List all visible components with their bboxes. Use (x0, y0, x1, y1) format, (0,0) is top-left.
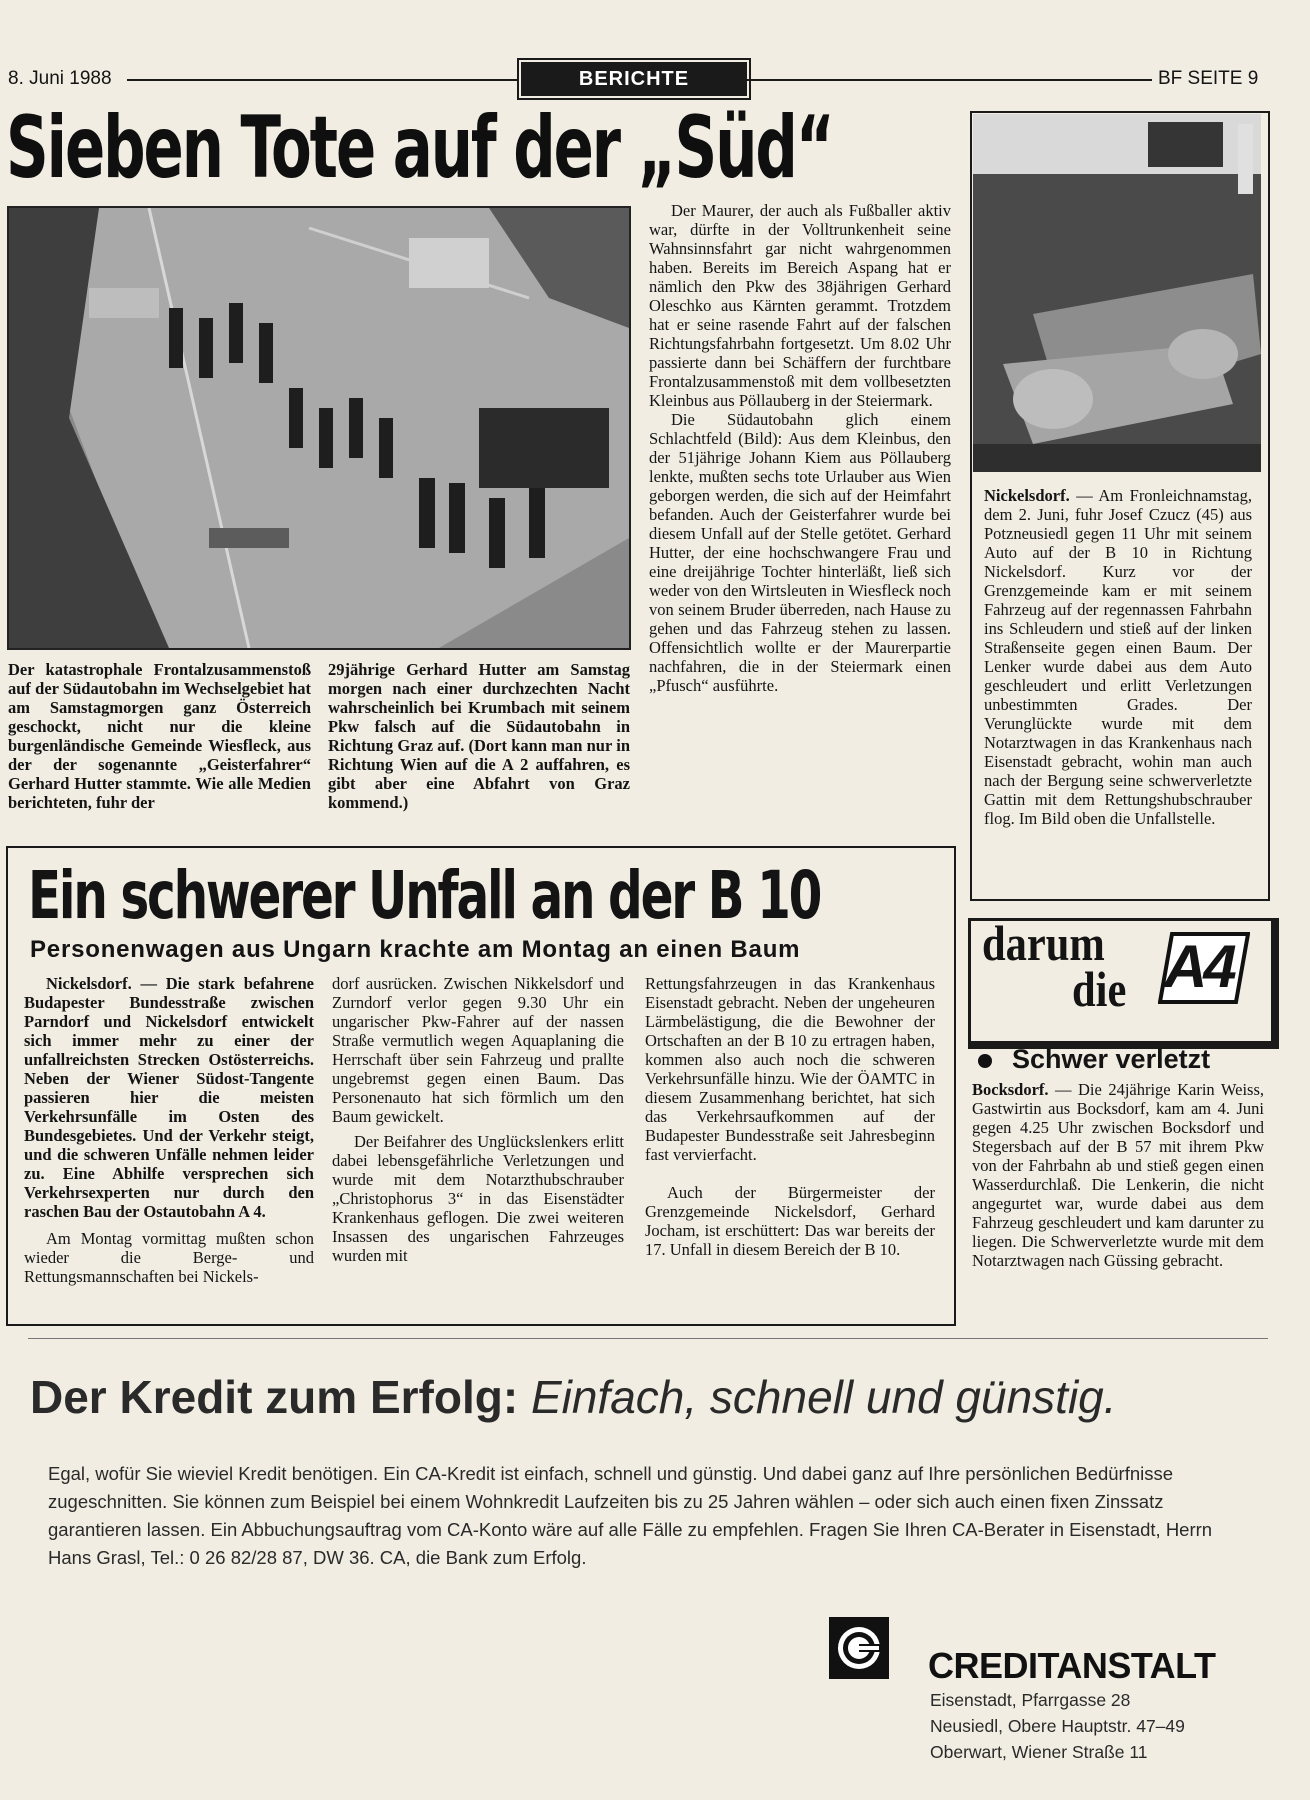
sidebar2-text (972, 1080, 1264, 1270)
article1-body (649, 201, 951, 695)
ad-headline (30, 1370, 1117, 1424)
ca-address-1: Eisenstadt, Pfarrgasse 28 (930, 1690, 1131, 1710)
darum-line2: die (1072, 961, 1127, 1017)
article2-col1-lead (24, 974, 314, 1221)
article2-col2-p1: dorf ausrücken. Zwischen Nikkelsdorf und Zurndorf verlor gegen 9.30 Uhr ein ungarischer Pkw-Fahrer auf der nassen Straße vermutlich wegen Aquaplaning die Herrschaft über sein Fahrzeug und prallte ungebremst gegen einen Baum. Das Personenauto hat sich förmlich um den Baum gewickelt. (332, 974, 624, 1126)
ca-brand: CREDITANSTALT (928, 1645, 1216, 1686)
article1-body-p1: Der Maurer, der auch als Fußballer aktiv war, dürfte in der Volltrunkenheit seine Wahnsinnsfahrt gar nicht wahrgenommen haben. Bereits im Bereich Aspang hat er nämlich den Pkw des 38jährigen Gerhard Oleschko aus Kärnten gerammt. Trotzdem hat er seine rasende Fahrt auf der falschen Richtungsfahrbahn fortgesetzt. Um 8.02 Uhr passierte dann bei Schäffern der furchtbare Frontalzusammenstoß mit dem vollbesetzten Kleinbus aus Pöllauberg in der Steiermark. (649, 201, 951, 410)
sidebar2-headline: Schwer verletzt (1012, 1044, 1211, 1074)
darum-line1: darum (982, 915, 1105, 971)
ca-address-2: Neusiedl, Obere Hauptstr. 47–49 (930, 1716, 1185, 1736)
article2-subhead: Personenwagen aus Ungarn krachte am Montag an einen Baum (30, 936, 801, 963)
ad-headline-italic: Einfach, schnell und günstig. (530, 1371, 1117, 1423)
section-label (521, 62, 747, 96)
article1-lead-col1: Der katastrophale Frontalzusammenstoß auf der Südautobahn im Wechselgebiet hat am Samstagmorgen ganz Österreich geschockt, nicht nur die kleine burgenländische Gemeinde Wiesfleck, aus der der sogenannte „Geisterfahrer“ Gerhard Hutter stammte. Wie alle Medien berichteten, fuhr der (8, 660, 311, 812)
article2-col3-p2: Auch der Bürgermeister der Grenzgemeinde Nickelsdorf, Gerhard Jocham, ist erschüttert: Das war bereits der 17. Unfall in diesem Bereich der B 10. (645, 1183, 935, 1259)
ca-address-3: Oberwart, Wiener Straße 11 (930, 1742, 1148, 1762)
ad-body: Egal, wofür Sie wieviel Kredit benötigen. Ein CA-Kredit ist einfach, schnell und günstig. Und dabei ganz auf Ihre persönlichen Bedürfnisse zugeschnitten. Sie können zum Beispiel bei einem Wohnkredit Laufzeiten bis zu 25 Jahren wählen – oder sich auch einen fixen Zinssatz garantieren lassen. Ein Abbuchungsauftrag vom CA-Konto wäre auf alle Fälle zu empfehlen. Fragen Sie Ihren CA-Berater in Eisenstadt, Herrn Hans Grasl, Tel.: 0 26 82/28 87, DW 36. CA, die Bank zum Erfolg. (48, 1463, 1213, 1568)
sidebar1-text (984, 486, 1252, 828)
article2-col3-p1: Rettungsfahrzeugen in das Krankenhaus Eisenstadt gebracht. Neben der ungeheuren Lärmbelästigung, die die Bewohner der Ortschaften an der B 10 zu ertragen haben, kommen also auch noch die schweren Verkehrsunfälle hinzu. Wie der ÖAMTC in diesem Zusammenhang berichtet, hat sich das Verkehrsaufkommen auf der Budapester Bundesstraße seit Jahresbeginn fast vervierfacht. (645, 974, 935, 1164)
header-date: 8. Juni 1988 (8, 68, 112, 89)
article1-body-p2: Die Südautobahn glich einem Schlachtfeld (Bild): Aus dem Kleinbus, den der 51jährige Johann Kiem aus Pöllauberg lenkte, mußten sechs tote Urlauber aus Wien geborgen werden, die sich auf der Heimfahrt befanden. Auch der Geisterfahrer wurde bei diesem Unfall auf der Stelle getötet. Gerhard Hutter, der eine hochschwangere Frau und eine dreijährige Tochter hinterläßt, ließ sich weder von den Wirtsleuten in Wiesfleck noch von seinem Bruder überreden, nach Hause zu gehen und das Fahrzeug stehen zu lassen. Offensichtlich wollte er der Maurerpartie nachfahren, die in der Steiermark einen „Pfusch“ ausführte. (649, 410, 951, 695)
article2-col1-normal: Am Montag vormittag mußten schon wieder die Berge- und Rettungsmannschaften bei Nickels- (24, 1229, 314, 1286)
accident-photo-drawing (9, 208, 629, 648)
article2-col1 (24, 974, 314, 1286)
article2-col3 (645, 974, 935, 1259)
header-rule-right (746, 79, 1152, 81)
sidebar1-photo-drawing (973, 114, 1261, 472)
section-label-text: BERICHTE (578, 68, 690, 90)
sidebar1-photo (973, 114, 1261, 472)
a4-logo (1158, 928, 1250, 1008)
ca-logo-icon (829, 1617, 889, 1679)
article2-col2-p2: Der Beifahrer des Unglückslenkers erlitt dabei lebensgefährliche Verletzungen und wurde mit dem Notarzthubschrauber „Christophorus 3“ in das Eisenstädter Krankenhaus geflogen. Die zwei weiteren Insassen des ungarischen Fahrzeuges wurden mit (332, 1132, 624, 1265)
sidebar1-body: — Am Fronleichnamstag, dem 2. Juni, fuhr Josef Czucz (45) aus Potzneusiedl gegen 11 Uhr mit seinem Auto auf der B 10 in Richtung Nickelsdorf. Kurz vor der Grenzgemeinde kam er mit seinem Fahrzeug auf der regennassen Fahrbahn ins Schleudern und stieß auf der linken Straßenseite gegen einen Baum. Der Lenker wurde dabei aus dem Auto geschleudert und erlitt Verletzungen unbestimmten Grades. Der Verunglückte wurde mit dem Notarztwagen in das Krankenhaus nach Eisenstadt gebracht, wohin man auch nach der Bergung seine schwerverletzte Gattin mit dem Rettungshubschrauber flog. Im Bild oben die Unfallstelle. (984, 486, 1252, 828)
article2-col1-place: Nickelsdorf. (46, 974, 132, 993)
article1-lead-col2: 29jährige Gerhard Hutter am Samstag morgen nach einer durchzechten Nacht wahrscheinlich bei Krumbach mit seinem Pkw falsch auf die Südautobahn in Richtung Graz auf. (Dort kann man nur in Richtung Wien auf die A 2 auffahren, es gibt aber eine Abfahrt von Graz kommend.) (328, 660, 630, 812)
header-rule-left (127, 79, 519, 81)
ca-logo-mark (829, 1617, 889, 1679)
sidebar2-body: — Die 24jährige Karin Weiss, Gastwirtin aus Bocksdorf, kam am 4. Juni gegen 4.25 Uhr zwischen Bocksdorf und Stegersbach auf der B 57 mit ihrem Pkw von der Fahrbahn ab und stieß gegen einen Wasserdurchlaß. Die Lenkerin, die nicht angegurtet war, wurde dabei aus dem Fahrzeug geschleudert und kam darunter zu liegen. Die Schwerverletzte wurde mit dem Notarztwagen nach Güssing gebracht. (972, 1080, 1264, 1270)
bullet-icon (978, 1054, 992, 1068)
sidebar2-place: Bocksdorf. (972, 1080, 1049, 1099)
a4-logo-text: A4 (1164, 933, 1233, 1000)
header-page: BF SEITE 9 (1158, 68, 1259, 89)
article2-headline: Ein schwerer Unfall an der B 10 (28, 857, 821, 934)
ad-divider (28, 1338, 1268, 1339)
article1-headline: Sieben Tote auf der „Süd“ (6, 98, 833, 198)
sidebar1-place: Nickelsdorf. (984, 486, 1070, 505)
article2-col2 (332, 974, 624, 1265)
article2-col1-bold: — Die stark befahrene Budapester Bundesstraße zwischen Parndorf und Nickelsdorf entwickelt sich immer mehr zu einer der unfallreichsten Strecken Ostösterreichs. Neben der Wiener Südost-Tangente passieren hier die meisten Verkehrsunfälle im Osten des Bundesgebietes. Und der Verkehr steigt, und die schweren Unfälle nehmen leider zu. Eine Abhilfe versprechen sich Verkehrsexperten nur durch den raschen Bau der Ostautobahn A 4. (24, 974, 315, 1221)
ad-headline-bold: Der Kredit zum Erfolg: (30, 1371, 519, 1423)
accident-photo (7, 206, 631, 650)
